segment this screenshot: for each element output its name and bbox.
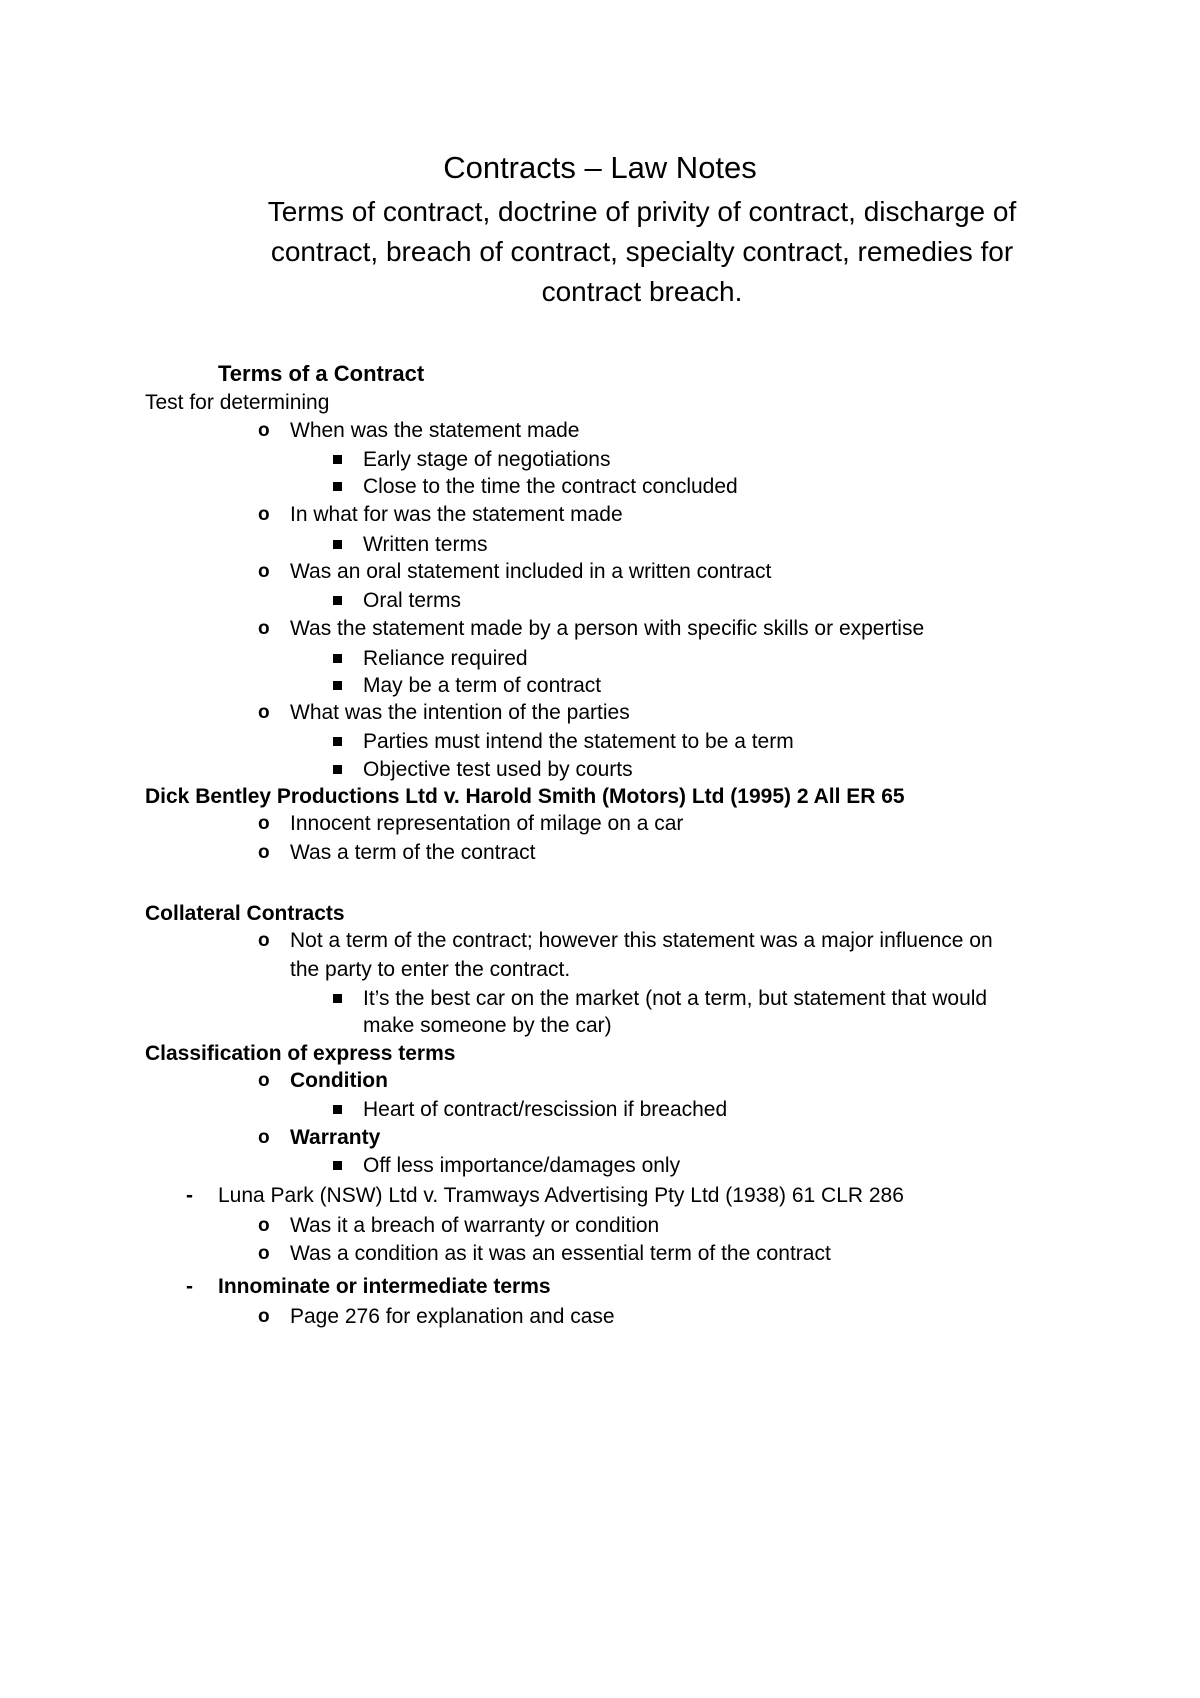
list-item xyxy=(258,501,623,529)
list-item-text: Early stage of negotiations xyxy=(363,448,611,471)
circle-bullet-icon: o xyxy=(258,842,270,863)
square-bullet-icon xyxy=(333,765,342,774)
list-item xyxy=(258,927,993,955)
list-item xyxy=(363,1152,680,1180)
list-item xyxy=(186,1273,551,1301)
list-item-text: Written terms xyxy=(363,533,488,556)
section-heading-terms: Terms of a Contract xyxy=(218,361,425,386)
square-bullet-icon xyxy=(333,455,342,464)
section-heading-classification: Classification of express terms xyxy=(145,1042,456,1065)
square-bullet-icon xyxy=(333,1161,342,1170)
list-item xyxy=(363,473,738,501)
circle-bullet-icon: o xyxy=(258,1306,270,1327)
circle-bullet-icon: o xyxy=(258,618,270,639)
list-item xyxy=(363,1096,727,1124)
list-item-text: Oral terms xyxy=(363,589,462,612)
list-item-text: Off less importance/damages only xyxy=(363,1154,681,1177)
circle-bullet-icon: o xyxy=(258,930,270,951)
square-bullet-icon xyxy=(333,596,342,605)
list-item-text: Reliance required xyxy=(363,647,528,670)
list-item xyxy=(363,756,633,784)
list-item xyxy=(363,531,487,559)
list-item xyxy=(258,1124,381,1152)
list-item xyxy=(258,699,630,727)
circle-bullet-icon: o xyxy=(258,1127,270,1148)
list-item-text: Objective test used by courts xyxy=(363,758,633,781)
list-item xyxy=(363,645,528,673)
document-subtitle: Terms of contract, doctrine of privity of contract, discharge of contract, breach of contract, specialty contract, remedies for contract breach. xyxy=(267,196,1017,307)
list-item xyxy=(363,728,794,756)
circle-bullet-icon: o xyxy=(258,813,270,834)
circle-bullet-icon: o xyxy=(258,1243,270,1264)
square-bullet-icon xyxy=(333,540,342,549)
list-item-text: May be a term of contract xyxy=(363,674,602,697)
square-bullet-icon xyxy=(333,681,342,690)
list-item-text: Heart of contract/rescission if breached xyxy=(363,1098,728,1121)
list-item-text: Close to the time the contract concluded xyxy=(363,475,738,498)
list-item-text: It’s the best car on the market (not a term, but statement that would xyxy=(363,987,988,1010)
list-item-text: Was a term of the contract xyxy=(290,841,536,864)
list-item-text: Was the statement made by a person with specific skills or expertise xyxy=(290,617,925,640)
list-item-text: Page 276 for explanation and case xyxy=(290,1305,615,1328)
square-bullet-icon xyxy=(333,654,342,663)
circle-bullet-icon: o xyxy=(258,420,270,441)
list-item-text: Was it a breach of warranty or condition xyxy=(290,1214,660,1237)
circle-bullet-icon: o xyxy=(258,504,270,525)
list-item-text: Condition xyxy=(290,1069,388,1092)
list-item-text: In what for was the statement made xyxy=(290,503,623,526)
dash-bullet-icon: - xyxy=(186,1275,193,1298)
square-bullet-icon xyxy=(333,994,342,1003)
circle-bullet-icon: o xyxy=(258,702,270,723)
dash-bullet-icon: - xyxy=(186,1184,193,1207)
list-item-continuation: make someone by the car) xyxy=(363,1014,612,1037)
square-bullet-icon xyxy=(333,482,342,491)
section-heading-collateral: Collateral Contracts xyxy=(145,902,345,925)
list-item xyxy=(258,558,772,586)
list-item xyxy=(258,1212,660,1240)
case-heading-dick-bentley: Dick Bentley Productions Ltd v. Harold Smith (Motors) Ltd (1995) 2 All ER 65 xyxy=(145,785,905,808)
list-item-text: What was the intention of the parties xyxy=(290,701,630,724)
list-item-text: Parties must intend the statement to be a term xyxy=(363,730,794,753)
list-item xyxy=(258,810,684,838)
list-item-continuation: the party to enter the contract. xyxy=(290,958,571,981)
circle-bullet-icon: o xyxy=(258,1215,270,1236)
list-item xyxy=(258,1240,831,1268)
square-bullet-icon xyxy=(333,737,342,746)
square-bullet-icon xyxy=(333,1105,342,1114)
list-item xyxy=(363,587,461,615)
document-title: Contracts – Law Notes xyxy=(443,150,757,185)
list-item xyxy=(258,839,536,867)
list-item-text: Innominate or intermediate terms xyxy=(218,1275,551,1298)
list-item-text: Luna Park (NSW) Ltd v. Tramways Advertising Pty Ltd (1938) 61 CLR 286 xyxy=(218,1184,904,1207)
list-item xyxy=(258,417,580,445)
circle-bullet-icon: o xyxy=(258,1070,270,1091)
circle-bullet-icon: o xyxy=(258,561,270,582)
list-item xyxy=(363,672,601,700)
list-item-text: Warranty xyxy=(290,1126,381,1149)
list-item xyxy=(258,1067,388,1095)
list-item xyxy=(363,985,987,1013)
intro-text: Test for determining xyxy=(145,391,330,414)
list-item-text: Not a term of the contract; however this statement was a major influence on xyxy=(290,929,993,952)
list-item xyxy=(258,615,925,643)
list-item xyxy=(186,1182,904,1210)
list-item xyxy=(258,1303,615,1331)
list-item-text: Was an oral statement included in a written contract xyxy=(290,560,772,583)
list-item-text: Innocent representation of milage on a car xyxy=(290,812,684,835)
list-item xyxy=(363,446,611,474)
list-item-text: Was a condition as it was an essential term of the contract xyxy=(290,1242,831,1265)
list-item-text: When was the statement made xyxy=(290,419,580,442)
